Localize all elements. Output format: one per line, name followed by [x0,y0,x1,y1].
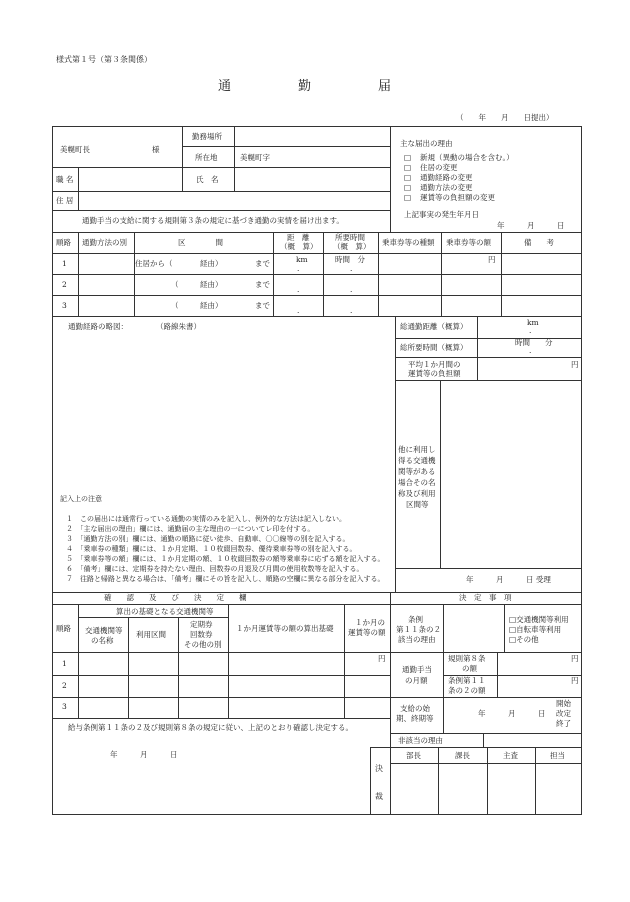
route-row-from: （ [171,301,179,310]
address-label: 所在地 [195,153,218,162]
decimal-point: . [350,306,353,315]
decimal-point: . [297,264,300,273]
decision-option[interactable]: □その他 [509,635,539,644]
reason-item: 通勤方法の変更 [420,183,473,192]
col-time: 所要時間 [335,233,365,242]
route-row-km: km [296,255,308,264]
table-rule [78,167,79,210]
other-transport-line: 区間等 [406,500,429,509]
other-transport-line: 関等がある [398,467,436,476]
table-rule [395,380,582,381]
table-rule [504,604,505,652]
confirm-row-no: 2 [62,681,67,690]
approver-staff: 担当 [550,751,565,760]
reason-checkbox[interactable]: □ [404,153,412,162]
route-row-to: まで [255,301,270,310]
total-distance-unit: km [527,318,539,327]
table-rule [395,338,582,339]
title-char-2: 勤 [298,79,312,94]
other-transport-line: 他に利用し [398,445,436,454]
frame-bottom [52,814,582,815]
reason-checkbox[interactable]: □ [404,173,412,182]
map-label: 通勤経路の略図： [68,322,128,331]
rule8-yen: 円 [571,654,579,663]
col-remarks: 備 考 [524,238,554,247]
period-type: 終了 [556,719,571,728]
route-row-from: 住居から（ [135,259,173,268]
table-rule [182,146,390,147]
note-item: ６ 「備考」欄には、定期券を持たない理由、回数券の月退及び月間の使用枚数等を記入する。 [66,565,364,573]
reason-item: 通勤経路の変更 [420,173,473,182]
other-transport-line: 得る交通機 [398,456,436,465]
confirm-row-no: 3 [62,702,67,711]
table-rule [178,617,179,718]
total-distance-label: 総通勤距離（概算） [400,322,468,331]
frame-top [52,126,582,127]
table-rule [390,126,391,232]
table-rule [483,733,484,747]
frame-right [581,126,582,815]
payment-period-label-2: 期、終期等 [396,714,434,723]
decision-seal-char: 決 [375,764,383,773]
table-rule [52,697,390,698]
col-ticket-type: 乗車券等の種類 [382,238,435,247]
submit-date: （ 年 月 日提出） [456,113,554,122]
not-applicable-label: 非該当の理由 [398,736,443,745]
confirm-col-basis: １か月運賃等の額の算出基礎 [236,624,334,633]
reason-checkbox[interactable]: □ [404,163,412,172]
table-rule [52,652,390,653]
table-rule [52,604,582,605]
addressee-honorific: 様 [152,145,160,154]
frame-left [52,126,53,815]
basis-title: 算出の基礎となる交通機関等 [116,607,214,616]
confirm-col-name: 交通機関等 [85,626,123,635]
table-rule [52,274,582,275]
workplace-label: 勤務場所 [192,132,222,141]
confirm-col-ticket: 定期券 [190,620,213,629]
table-rule [395,357,582,358]
occurrence-date: 年 月 日 [497,221,565,230]
table-rule [438,747,439,814]
approver-director: 部長 [406,751,421,760]
title-char-1: 通 [218,79,232,94]
addressee: 美幌町長 [60,145,90,154]
table-rule [78,617,228,618]
route-row-yen: 円 [488,255,496,264]
table-rule [228,604,229,718]
col-method: 通勤方法の別 [82,238,127,247]
monthly-fare-label: 平均１か月間の [408,360,461,369]
monthly-fare-label-2: 運賃等の負担額 [408,369,461,378]
confirm-footer: 給与条例第１１条の２及び規則第８条の規定に従い、上記のとおり確認し決定する。 [68,723,353,732]
confirm-col-section: 利用区間 [136,630,166,639]
table-rule [182,167,390,168]
col-route-no: 順路 [56,238,71,247]
rule11-label-2: 条の２の額 [448,686,486,695]
table-rule [78,604,79,718]
decimal-point: . [350,285,353,294]
table-rule [378,232,379,316]
decision-seal-char-2: 裁 [375,792,383,801]
table-rule [441,232,442,316]
table-rule [273,232,274,316]
confirm-title: 確 認 及 び 決 定 欄 [104,593,247,602]
table-rule [234,126,235,191]
rule8-label-2: の額 [462,664,477,673]
monthly-allowance-label: 通勤手当 [402,665,432,674]
route-row-no: 1 [62,259,67,268]
period-type: 改定 [556,709,571,718]
note-item: １ この届出には通常行っている通勤の実情のみを記入し、例外的な方法は記入しない。 [66,515,346,523]
col-ticket-amount: 乗車券等の額 [446,238,491,247]
approver-section-chief: 課長 [455,751,470,760]
table-rule [487,747,488,814]
approver-supervisor: 主査 [503,751,518,760]
decision-option[interactable]: □自転車等利用 [509,625,562,634]
received-date: 年 月 日 受理 [466,575,551,584]
confirm-col-amount: １か月の [355,618,385,627]
route-row-time: 時間 分 [335,255,365,264]
total-time-label: 総所要時間（概算） [400,343,468,352]
name-label: 氏 名 [196,175,219,184]
period-type: 開始 [556,699,571,708]
confirm-col-ticket-2: 回数券 [190,630,213,639]
decision-article-2: 第１１条の２ [396,625,441,634]
table-rule [395,568,582,569]
table-rule [134,232,135,316]
decimal-point: . [529,326,532,335]
residence-label: 住 居 [56,196,74,205]
col-distance-sub: （概 算） [280,242,318,251]
table-rule [390,592,391,814]
table-rule [535,747,536,814]
table-rule [440,380,441,568]
decision-article: 条例 [408,615,423,624]
title-char-3: 届 [378,79,392,94]
table-rule [128,617,129,718]
table-rule [52,295,582,296]
table-rule [370,747,582,748]
table-rule [52,316,582,317]
table-rule [390,697,582,698]
table-rule [443,697,444,733]
table-rule [52,718,390,719]
table-rule [182,126,183,191]
reasons-title: 主な届出の理由 [400,139,453,148]
confirm-col-ticket-3: その他の別 [184,640,222,649]
route-row-no: 3 [62,301,67,310]
decimal-point: . [297,306,300,315]
form-number: 様式第１号（第３条関係） [56,55,152,64]
address-value: 美幌町字 [240,153,270,162]
confirm-col-name-2: の名称 [91,636,114,645]
table-rule [52,232,582,233]
monthly-fare-unit: 円 [571,360,579,369]
rule11-label: 条例第１１ [448,676,486,685]
table-rule [52,210,390,211]
table-rule [370,747,371,814]
note-item: ２ 「主な届出の理由」欄には、通勤届の主な理由の一についてレ印を付する。 [66,525,315,533]
route-row-to: まで [255,280,270,289]
occurrence-label: 上記事実の発生年月日 [404,210,479,219]
table-rule [52,675,390,676]
reason-checkbox[interactable]: □ [404,193,412,202]
confirm-row-yen: 円 [378,654,386,663]
note-item: ７ 往路と帰路と異なる場合は、「備考」欄にその旨を記入し、順路の空欄に異なる部分を記入する。 [66,575,385,583]
other-transport-line: 場合その名 [398,478,436,487]
reason-checkbox[interactable]: □ [404,183,412,192]
note-item: ４ 「乗車券の種類」欄には、１か月定期、１０枚綴回数券、優待乗車券等の別を記入する。 [66,545,357,553]
decimal-point: . [350,264,353,273]
table-rule [443,604,444,652]
notes-title: 記入上の注意 [60,495,102,503]
decision-title: 決 定 事 項 [459,593,512,602]
table-rule [501,232,502,316]
rule8-label: 規則第８条 [448,654,486,663]
confirm-row-no: 1 [62,659,67,668]
route-row-to: まで [255,259,270,268]
confirm-col-no: 順路 [56,624,71,633]
reason-item: 新規（異動の場合を含む。） [420,153,514,162]
confirm-date: 年 月 日 [110,750,178,759]
table-rule [390,733,582,734]
table-rule [477,316,478,380]
route-row-via: 経由） [200,301,223,310]
payment-period-date: 年 月 日 [478,709,546,718]
other-transport-line: 称及び利用 [398,489,436,498]
route-row-from: （ [171,280,179,289]
col-distance: 距 離 [287,233,310,242]
table-rule [390,763,582,764]
payment-period-label: 支給の始 [400,704,430,713]
table-rule [323,232,324,316]
table-rule [344,604,345,718]
rule11-yen: 円 [571,676,579,685]
decision-option[interactable]: □交通機関等利用 [509,615,569,624]
decision-article-3: 該当の理由 [398,635,436,644]
table-rule [390,652,582,653]
reason-item: 住居の変更 [420,163,458,172]
monthly-allowance-label-2: の月額 [405,676,428,685]
note-item: ３ 「通勤方法の別」欄には、通勤の順路に従い徒歩、自動車、〇〇線等の別を記入する。 [66,535,350,543]
col-time-sub: （概 算） [333,242,371,251]
table-rule [52,191,390,192]
note-item: ５ 「乗車券等の額」欄には、１か月定期の額、１０枚綴回数券の額等乗車券に応ずる額を記入する。 [66,555,385,563]
col-section: 区 間 [178,238,223,247]
route-row-via: 経由） [200,259,223,268]
total-time-unit: 時間 分 [515,338,553,347]
table-rule [52,253,582,254]
route-row-via: 経由） [200,280,223,289]
decimal-point: . [297,285,300,294]
table-rule [78,232,79,316]
map-note: （路線朱書） [156,322,201,331]
reason-item: 運賃等の負担額の変更 [420,193,495,202]
declaration: 通勤手当の支給に関する規則第３条の規定に基づき通勤の実情を届け出ます。 [82,216,344,225]
confirm-col-amount-2: 運賃等の額 [348,628,386,637]
decimal-point: . [529,346,532,355]
position-label: 職 名 [56,175,74,184]
route-row-no: 2 [62,280,67,289]
